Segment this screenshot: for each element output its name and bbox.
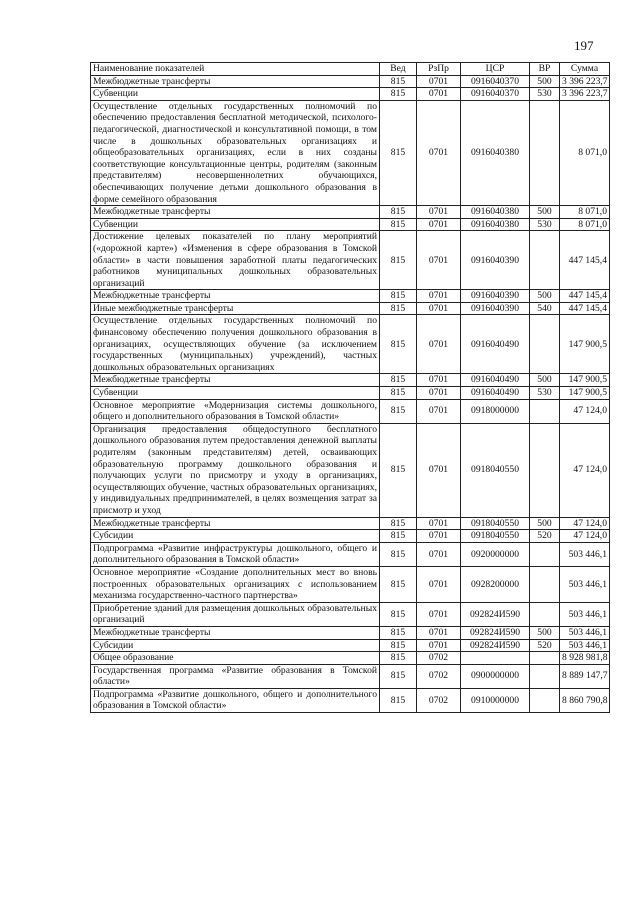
row-sum: 503 446,1 — [560, 626, 610, 639]
row-name: Достижение целевых показателей по плану мероприятий («дорожной карте») «Изменения в сфере образования в Томской области» в части повышения заработной платы педагогических работников муниципальных дошкольных образовательных организаций — [91, 231, 380, 290]
row-name: Государственная программа «Развитие образования в Томской области» — [91, 664, 380, 688]
row-name: Осуществление отдельных государственных полномочий по финансовому обеспечению получения дошкольного образования в организациях, осуществляющих обучение (за исключением государственных (муниципальных) учреждений), частных дошкольных образовательных организациях — [91, 315, 380, 374]
row-csr: 0916040370 — [461, 88, 530, 101]
table-row — [91, 75, 610, 88]
row-sum: 8 889 147,7 — [560, 664, 610, 688]
row-csr: 092824И590 — [461, 626, 530, 639]
row-sum: 8 860 790,8 — [560, 688, 610, 712]
table-row — [91, 302, 610, 315]
row-name: Субсидии — [91, 639, 380, 652]
row-rzpr: 0701 — [417, 387, 461, 400]
row-vr: 530 — [530, 218, 560, 231]
row-csr: 0916040390 — [461, 290, 530, 303]
row-vr: 540 — [530, 302, 560, 315]
header-ved: Вед — [380, 63, 417, 76]
row-rzpr: 0701 — [417, 517, 461, 530]
row-rzpr: 0701 — [417, 423, 461, 517]
row-name: Основное мероприятие «Модернизация системы дошкольного, общего и дополнительного образования в Томской области» — [91, 399, 380, 423]
row-csr: 0918040550 — [461, 530, 530, 543]
table-row — [91, 387, 610, 400]
row-vr: 520 — [530, 639, 560, 652]
row-sum: 8 071,0 — [560, 100, 610, 205]
row-csr: 0918040550 — [461, 423, 530, 517]
table-row — [91, 639, 610, 652]
row-csr: 0916040490 — [461, 374, 530, 387]
row-rzpr: 0701 — [417, 206, 461, 219]
row-ved: 815 — [380, 566, 417, 602]
row-name: Организация предоставления общедоступного бесплатного дошкольного образования путем предоставления денежной выплаты родителям (законным представителям) детей, осваивающих образовательную программу дошкольного образования и получающих услуги по присмотру и уходу в организациях, осуществляющих обучение, частных образовательных организациях, у индивидуальных предпринимателей, в целях возмещения затрат за присмотр и уход — [91, 423, 380, 517]
row-rzpr: 0701 — [417, 530, 461, 543]
row-vr — [530, 423, 560, 517]
row-name: Субвенции — [91, 218, 380, 231]
row-csr: 0918000000 — [461, 399, 530, 423]
row-sum: 47 124,0 — [560, 530, 610, 543]
table-header-row — [91, 63, 610, 76]
header-vr: ВР — [530, 63, 560, 76]
table-row — [91, 626, 610, 639]
row-vr — [530, 602, 560, 626]
row-csr: 0916040390 — [461, 302, 530, 315]
row-sum: 447 145,4 — [560, 290, 610, 303]
row-rzpr: 0701 — [417, 542, 461, 566]
row-ved: 815 — [380, 231, 417, 290]
row-name: Субвенции — [91, 387, 380, 400]
row-name: Межбюджетные трансферты — [91, 75, 380, 88]
row-vr: 500 — [530, 290, 560, 303]
row-ved: 815 — [380, 100, 417, 205]
table-row — [91, 688, 610, 712]
row-name: Подпрограмма «Развитие инфраструктуры дошкольного, общего и дополнительного образования в Томской области» — [91, 542, 380, 566]
row-sum: 503 446,1 — [560, 542, 610, 566]
table-row — [91, 664, 610, 688]
row-vr — [530, 542, 560, 566]
row-ved: 815 — [380, 302, 417, 315]
table-row — [91, 399, 610, 423]
row-ved: 815 — [380, 75, 417, 88]
row-sum: 47 124,0 — [560, 517, 610, 530]
table-row — [91, 100, 610, 205]
row-name: Иные межбюджетные трансферты — [91, 302, 380, 315]
table-row — [91, 542, 610, 566]
row-vr — [530, 566, 560, 602]
table-row — [91, 602, 610, 626]
row-vr: 530 — [530, 88, 560, 101]
row-rzpr: 0701 — [417, 315, 461, 374]
table-row — [91, 206, 610, 219]
row-rzpr: 0701 — [417, 100, 461, 205]
row-name: Приобретение зданий для размещения дошкольных образовательных организаций — [91, 602, 380, 626]
row-ved: 815 — [380, 639, 417, 652]
row-ved: 815 — [380, 542, 417, 566]
row-ved: 815 — [380, 88, 417, 101]
row-csr: 092824И590 — [461, 639, 530, 652]
row-csr: 0916040490 — [461, 315, 530, 374]
row-name: Общее образование — [91, 652, 380, 665]
row-sum: 503 446,1 — [560, 639, 610, 652]
row-sum: 503 446,1 — [560, 602, 610, 626]
row-rzpr: 0702 — [417, 688, 461, 712]
row-name: Межбюджетные трансферты — [91, 517, 380, 530]
row-name: Подпрограмма «Развитие дошкольного, общего и дополнительного образования в Томской области» — [91, 688, 380, 712]
row-vr — [530, 231, 560, 290]
row-ved: 815 — [380, 664, 417, 688]
row-csr: 0920000000 — [461, 542, 530, 566]
row-vr — [530, 688, 560, 712]
row-rzpr: 0701 — [417, 231, 461, 290]
row-sum: 47 124,0 — [560, 399, 610, 423]
page-number: 197 — [574, 38, 594, 53]
table-row — [91, 566, 610, 602]
row-ved: 815 — [380, 602, 417, 626]
row-rzpr: 0701 — [417, 302, 461, 315]
row-ved: 815 — [380, 218, 417, 231]
row-vr: 500 — [530, 75, 560, 88]
row-rzpr: 0701 — [417, 88, 461, 101]
row-name: Межбюджетные трансферты — [91, 206, 380, 219]
row-vr: 500 — [530, 626, 560, 639]
row-vr: 500 — [530, 374, 560, 387]
row-rzpr: 0701 — [417, 374, 461, 387]
row-vr: 530 — [530, 387, 560, 400]
table-row — [91, 218, 610, 231]
row-csr: 0916040380 — [461, 100, 530, 205]
row-vr: 520 — [530, 530, 560, 543]
row-ved: 815 — [380, 688, 417, 712]
row-ved: 815 — [380, 530, 417, 543]
row-name: Основное мероприятие «Создание дополнительных мест во вновь построенных образовательных организациях с использованием механизма государственно-частного партнерства» — [91, 566, 380, 602]
row-sum: 147 900,5 — [560, 387, 610, 400]
row-csr: 092824И590 — [461, 602, 530, 626]
row-ved: 815 — [380, 517, 417, 530]
row-name: Межбюджетные трансферты — [91, 626, 380, 639]
row-rzpr: 0701 — [417, 602, 461, 626]
row-vr — [530, 100, 560, 205]
row-csr: 0916040490 — [461, 387, 530, 400]
row-name: Межбюджетные трансферты — [91, 374, 380, 387]
row-vr — [530, 664, 560, 688]
table-row — [91, 517, 610, 530]
row-sum: 147 900,5 — [560, 374, 610, 387]
table-row — [91, 290, 610, 303]
row-rzpr: 0701 — [417, 218, 461, 231]
row-sum: 8 928 981,8 — [560, 652, 610, 665]
table-row — [91, 231, 610, 290]
row-sum: 447 145,4 — [560, 231, 610, 290]
row-csr: 0916040380 — [461, 206, 530, 219]
row-name: Субсидии — [91, 530, 380, 543]
header-rzpr: РзПр — [417, 63, 461, 76]
table-row — [91, 652, 610, 665]
row-name: Осуществление отдельных государственных полномочий по обеспечению предоставления бесплатной методической, психолого-педагогической, диагностической и консультативной помощи, в том числе в дошкольных образовательных организациях и общеобразовательных организациях, если в них созданы соответствующие консультационные центры, родителям (законным представителям) несовершеннолетних обучающихся, обеспечивающих получение детьми дошкольного образования в форме семейного образования — [91, 100, 380, 205]
header-sum: Сумма — [560, 63, 610, 76]
row-csr — [461, 652, 530, 665]
row-ved: 815 — [380, 626, 417, 639]
row-csr: 0916040370 — [461, 75, 530, 88]
row-ved: 815 — [380, 399, 417, 423]
table-row — [91, 88, 610, 101]
row-rzpr: 0701 — [417, 290, 461, 303]
row-name: Субвенции — [91, 88, 380, 101]
header-csr: ЦСР — [461, 63, 530, 76]
row-sum: 47 124,0 — [560, 423, 610, 517]
table-row — [91, 423, 610, 517]
row-sum: 3 396 223,7 — [560, 88, 610, 101]
row-ved: 815 — [380, 652, 417, 665]
row-rzpr: 0702 — [417, 652, 461, 665]
table-row — [91, 315, 610, 374]
table-body — [91, 75, 610, 712]
row-vr — [530, 315, 560, 374]
row-csr: 0918040550 — [461, 517, 530, 530]
row-csr: 0916040390 — [461, 231, 530, 290]
row-sum: 8 071,0 — [560, 206, 610, 219]
row-sum: 147 900,5 — [560, 315, 610, 374]
row-ved: 815 — [380, 374, 417, 387]
row-csr: 0928200000 — [461, 566, 530, 602]
row-sum: 503 446,1 — [560, 566, 610, 602]
row-vr: 500 — [530, 206, 560, 219]
row-rzpr: 0701 — [417, 626, 461, 639]
row-vr — [530, 652, 560, 665]
row-csr: 0910000000 — [461, 688, 530, 712]
row-ved: 815 — [380, 423, 417, 517]
table-row — [91, 530, 610, 543]
row-rzpr: 0701 — [417, 639, 461, 652]
row-ved: 815 — [380, 290, 417, 303]
row-rzpr: 0702 — [417, 664, 461, 688]
header-name: Наименование показателей — [91, 63, 380, 76]
row-sum: 3 396 223,7 — [560, 75, 610, 88]
row-rzpr: 0701 — [417, 75, 461, 88]
row-csr: 0900000000 — [461, 664, 530, 688]
budget-table — [90, 62, 610, 713]
row-vr: 500 — [530, 517, 560, 530]
row-ved: 815 — [380, 387, 417, 400]
row-ved: 815 — [380, 206, 417, 219]
row-rzpr: 0701 — [417, 566, 461, 602]
row-vr — [530, 399, 560, 423]
row-csr: 0916040380 — [461, 218, 530, 231]
row-ved: 815 — [380, 315, 417, 374]
table-row — [91, 374, 610, 387]
row-rzpr: 0701 — [417, 399, 461, 423]
row-sum: 447 145,4 — [560, 302, 610, 315]
row-sum: 8 071,0 — [560, 218, 610, 231]
row-name: Межбюджетные трансферты — [91, 290, 380, 303]
